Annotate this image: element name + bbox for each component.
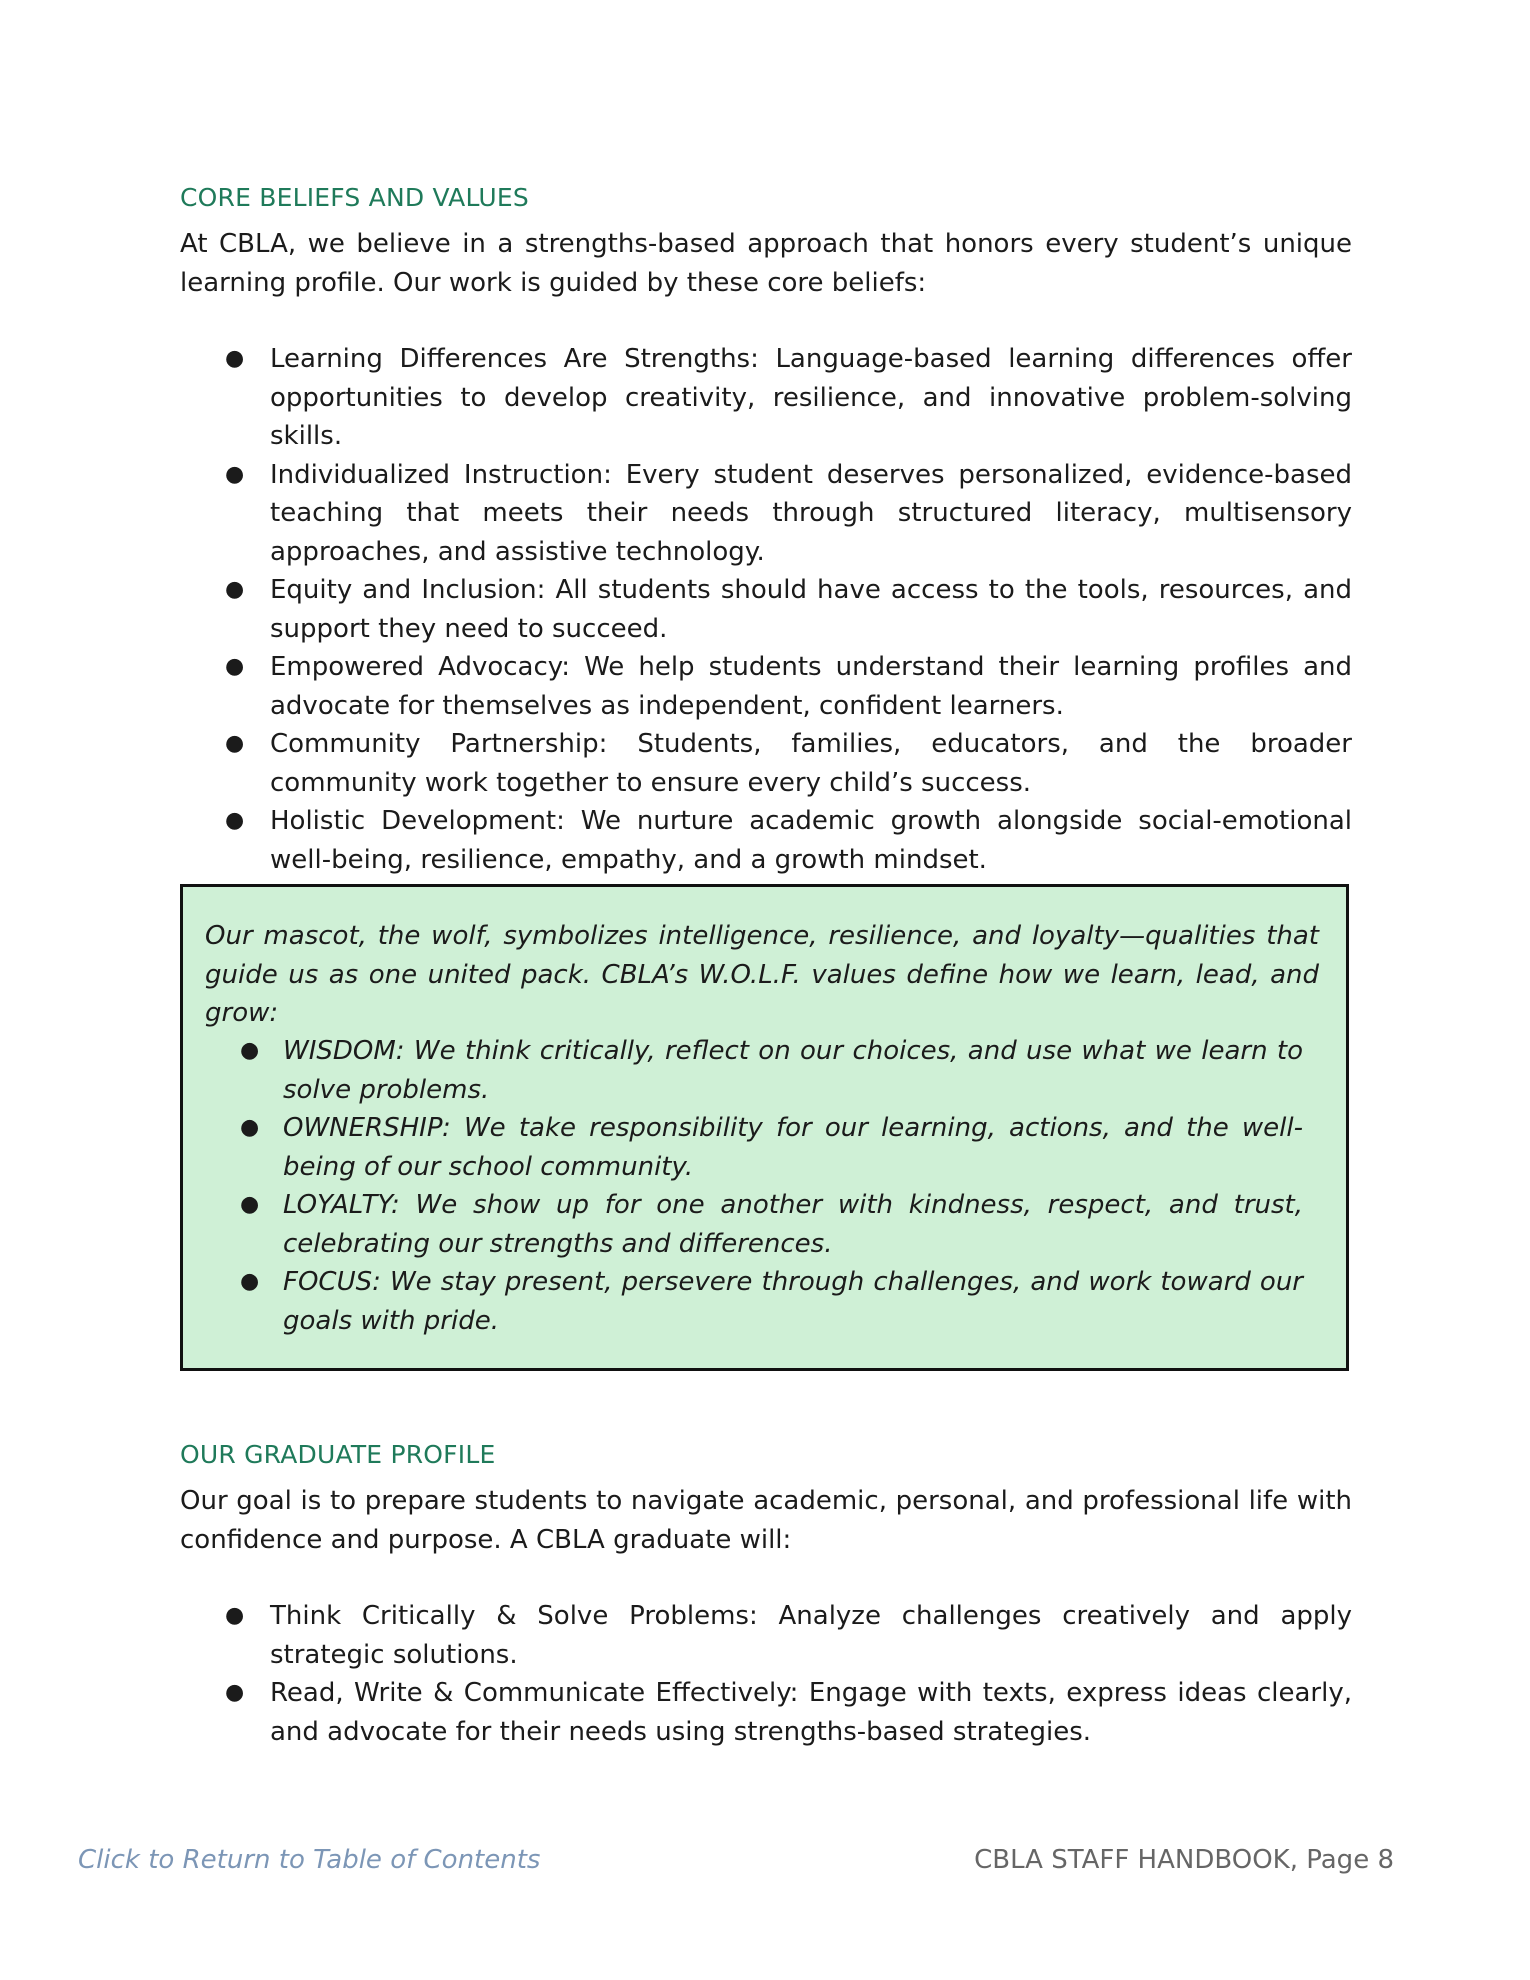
return-to-toc-link[interactable]: Click to Return to Table of Contents [78, 1845, 541, 1875]
list-item: ● FOCUS: We stay present, persevere through challenges, and work toward our goals with pride. [205, 1263, 1303, 1340]
wolf-values-intro: Our mascot, the wolf, symbolizes intelligence, resilience, and loyalty—qualities that guide us as one united pack. CBLA’s W.O.L.F. values define how we learn, lead, and grow: [205, 921, 1319, 1028]
bullet-icon: ● [225, 1680, 245, 1705]
page-footer-label: CBLA STAFF HANDBOOK, Page 8 [974, 1845, 1394, 1875]
core-beliefs-heading: CORE BELIEFS AND VALUES [180, 183, 529, 212]
bullet-icon: ● [240, 1038, 260, 1063]
bullet-icon: ● [225, 1603, 245, 1628]
bullet-icon: ● [225, 577, 245, 602]
graduate-profile-list [180, 1597, 1352, 1751]
list-item: ● LOYALTY: We show up for one another with kindness, respect, and trust, celebrating our strengths and differences. [205, 1186, 1303, 1263]
list-item: ● Individualized Instruction: Every student deserves personalized, evidence-based teaching that meets their needs through structured literacy, multisensory approaches, and assistive technology. [180, 456, 1352, 572]
bullet-icon: ● [240, 1115, 260, 1140]
wolf-values-list [205, 1032, 1303, 1340]
wolf-values-box [180, 884, 1349, 1371]
core-beliefs-intro: At CBLA, we believe in a strengths-based approach that honors every student’s unique learning profile. Our work is guided by these core beliefs: [180, 229, 1352, 298]
bullet-icon: ● [240, 1269, 260, 1294]
graduate-profile-intro: Our goal is to prepare students to navigate academic, personal, and professional life with confidence and purpose. A CBLA graduate will: [180, 1486, 1352, 1555]
list-item: ● Empowered Advocacy: We help students understand their learning profiles and advocate for themselves as independent, confident learners. [180, 648, 1352, 725]
core-beliefs-list [180, 340, 1352, 879]
list-item: ● Learning Differences Are Strengths: Language-based learning differences offer opportunities to develop creativity, resilience, and innovative problem-solving skills. [180, 340, 1352, 456]
bullet-icon: ● [225, 654, 245, 679]
list-item: ● OWNERSHIP: We take responsibility for our learning, actions, and the well-being of our school community. [205, 1109, 1303, 1186]
list-item: ● Think Critically & Solve Problems: Analyze challenges creatively and apply strategic solutions. [180, 1597, 1352, 1674]
graduate-profile-heading: OUR GRADUATE PROFILE [180, 1440, 496, 1469]
bullet-icon: ● [225, 346, 245, 371]
list-item: ● Equity and Inclusion: All students should have access to the tools, resources, and support they need to succeed. [180, 571, 1352, 648]
bullet-icon: ● [225, 731, 245, 756]
bullet-icon: ● [225, 808, 245, 833]
bullet-icon: ● [240, 1192, 260, 1217]
bullet-icon: ● [225, 461, 245, 487]
list-item: ● WISDOM: We think critically, reflect on our choices, and use what we learn to solve problems. [205, 1032, 1303, 1109]
list-item: ● Community Partnership: Students, families, educators, and the broader community work together to ensure every child’s success. [180, 725, 1352, 802]
list-item: ● Holistic Development: We nurture academic growth alongside social-emotional well-being, resilience, empathy, and a growth mindset. [180, 802, 1352, 879]
list-item: ● Read, Write & Communicate Effectively: Engage with texts, express ideas clearly, and advocate for their needs using strengths-based strategies. [180, 1674, 1352, 1751]
